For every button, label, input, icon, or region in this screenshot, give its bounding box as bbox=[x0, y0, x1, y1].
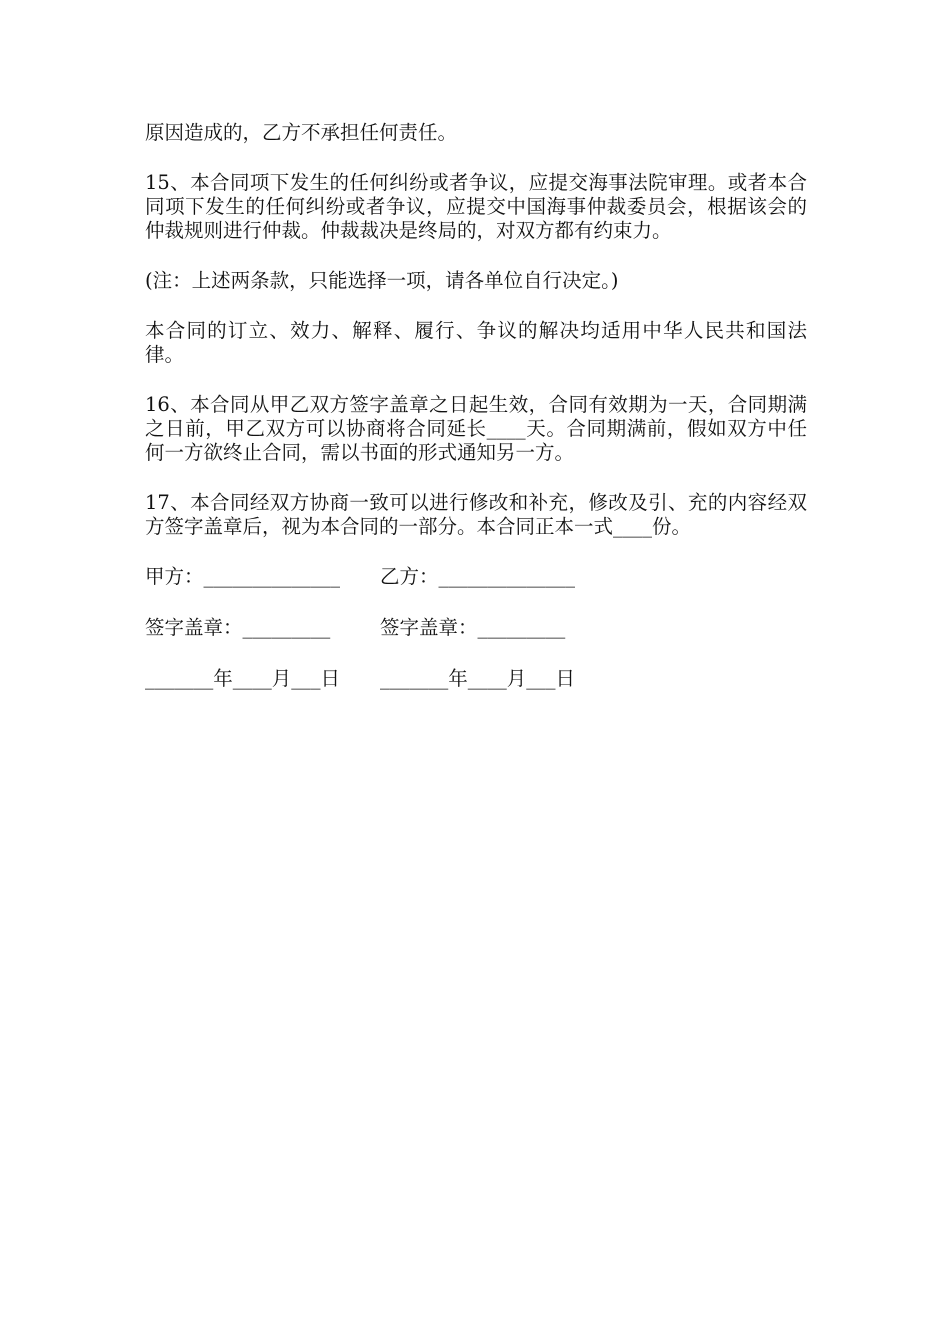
date-a-label: _______年____月___日 bbox=[145, 667, 341, 690]
date-b-label: _______年____月___日 bbox=[380, 667, 576, 690]
party-b-label: 乙方：______________ bbox=[380, 565, 576, 588]
seal-a-label: 签字盖章：_________ bbox=[145, 616, 331, 639]
paragraph-governing-law: 本合同的订立、效力、解释、履行、争议的解决均适用中华人民共和国法律。 bbox=[145, 319, 807, 366]
document-page bbox=[145, 121, 807, 718]
signature-party-row bbox=[145, 565, 807, 589]
signature-date-row bbox=[145, 667, 807, 691]
party-a-label: 甲方：______________ bbox=[145, 565, 341, 588]
seal-b-label: 签字盖章：_________ bbox=[380, 616, 566, 639]
paragraph-clause-16: 16、本合同从甲乙双方签字盖章之日起生效，合同有效期为一天，合同期满之日前，甲乙双方可以协商将合同延长____天。合同期满前，假如双方中任何一方欲终止合同，需以书面的形式通知另一方。 bbox=[145, 393, 807, 464]
paragraph-continuation: 原因造成的，乙方不承担任何责任。 bbox=[145, 121, 458, 144]
paragraph-note: (注：上述两条款，只能选择一项，请各单位自行决定。) bbox=[145, 269, 619, 292]
paragraph-clause-17: 17、本合同经双方协商一致可以进行修改和补充，修改及引、充的内容经双方签字盖章后，视为本合同的一部分。本合同正本一式____份。 bbox=[145, 491, 807, 538]
paragraph-clause-15: 15、本合同项下发生的任何纠纷或者争议，应提交海事法院审理。或者本合同项下发生的任何纠纷或者争议，应提交中国海事仲裁委员会，根据该会的仲裁规则进行仲裁。仲裁裁决是终局的，对双方都有约束力。 bbox=[145, 171, 807, 242]
signature-seal-row bbox=[145, 616, 807, 640]
